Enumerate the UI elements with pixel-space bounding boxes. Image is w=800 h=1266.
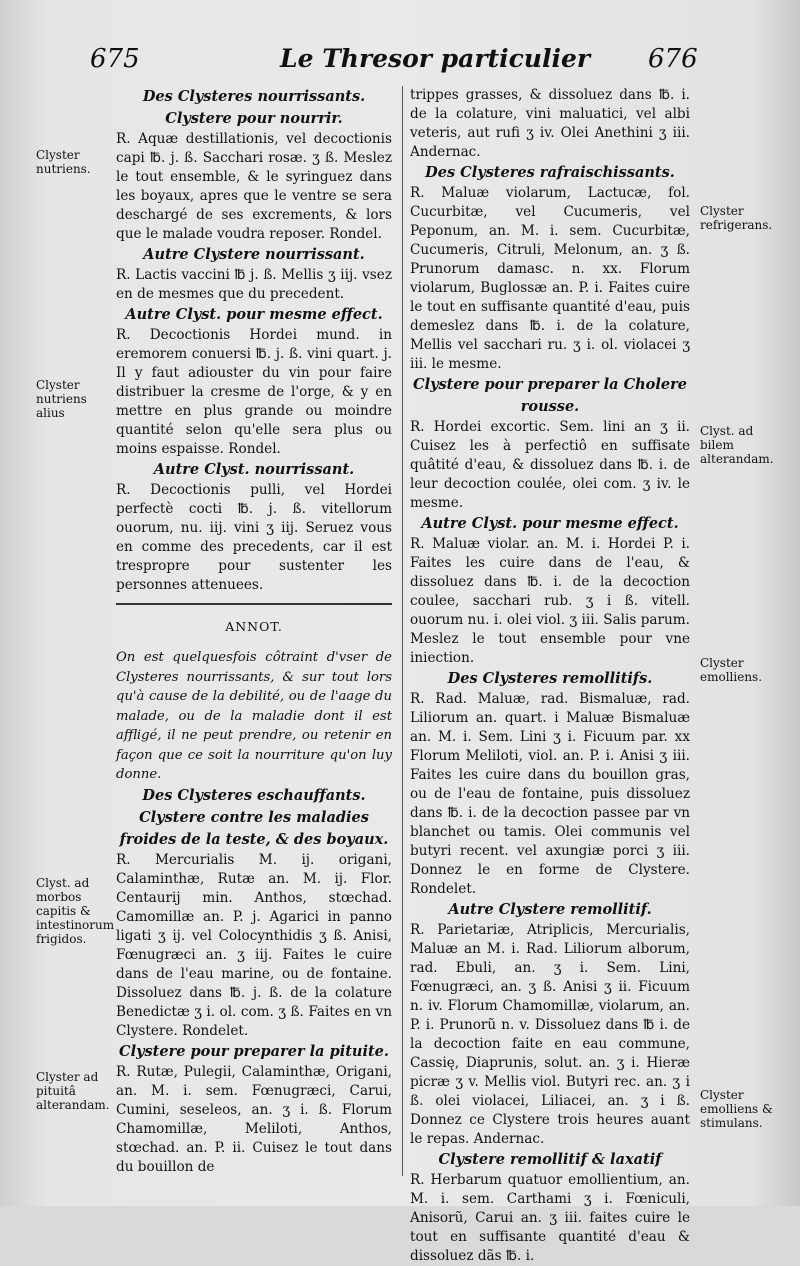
recipe-paragraph: R. Lactis vaccini ℔ j. ß. Mellis ʒ iij. vsez en de mesmes que du precedent. — [116, 267, 392, 302]
recipe-paragraph: R. Maluæ violar. an. M. i. Hordei P. i. Faites les cuire dans de l'eau, & dissoluez dans ℔. i. de la decoction coulee, sacchari rub. ʒ i ß. vitell. ouorum nu. i. olei viol. ʒ iii. Salis parum. Meslez le tout ensemble pour vne iniection. — [410, 536, 690, 666]
margin-note: Clyster ad pituitâ alterandam. — [36, 1070, 110, 1112]
margin-note: Clyst. ad morbos capitis & intestinorum frigidos. — [36, 876, 115, 946]
section-heading: Autre Clystere nourrissant. — [143, 246, 365, 263]
margin-note: Clyster emolliens & stimulans. — [700, 1088, 773, 1130]
right-column — [410, 86, 690, 1266]
section-heading: Clystere pour preparer la Cholere rousse. — [413, 376, 687, 415]
section-heading: Clystere remollitif & laxatif — [438, 1151, 662, 1168]
recipe-paragraph: R. Herbarum quatuor emollientium, an. M. i. sem. Carthami ʒ i. Fœniculi, Anisorũ, Carui an. ʒ iii. faites cuire le tout en suffisante quantité d'eau & dissoluez dãs ℔. i. — [410, 1172, 690, 1264]
section-heading: Des Clysteres remollitifs. — [447, 670, 653, 687]
section-heading: Clystere pour preparer la pituite. — [119, 1042, 389, 1060]
margin-note: Clyster refrigerans. — [700, 204, 773, 232]
annotation-label: ANNOT. — [225, 618, 283, 634]
page-header — [0, 44, 800, 84]
recipe-paragraph: R. Mercurialis M. ij. origani, Calaminthæ, Rutæ an. M. ij. Flor. Centaurij min. Anthos, stœchad. Camomillæ an. P. j. Agarici in panno ligati ʒ ij. vel Colocynthidis ʒ ß. Anisi, Fœnugræci an. ʒ iij. Faites le cuire dans de l'eau marine, ou de fontaine. Dissoluez dans ℔. j. ß. de la colature Benedictæ ʒ i. ol. com. ʒ ß. Faites en vn Clystere. Rondelet. — [116, 851, 392, 1039]
recipe-paragraph: R. Maluæ violarum, Lactucæ, fol. Cucurbitæ, vel Cucumeris, vel Peponum, an. M. i. sem. Cucurbitæ, Cucumeris, Citruli, Melonum, an. ʒ ß. Prunorum damasc. n. xx. Florum violarum, Buglossæ an. P. i. Faites cuire le tout en suffisante quantité d'eau, puis demeslez dans ℔. i. de la colature, Mellis vel sacchari ru. ʒ i. ol. violacei ʒ iii. le mesme. — [410, 185, 690, 372]
margin-note: Clyster nutriens. — [36, 148, 91, 176]
annotation-text: On est quelquesfois côtraint d'vser de Clysteres nourrissants, & sur tout lors qu'à cause de la debilité, ou de l'aage du malade, ou de la maladie dont il est affligé, il ne peut prendre, ou retenir en façon que ce soit la nourriture qu'on luy donne. — [116, 650, 392, 782]
section-heading: Des Clysteres rafraischissants. — [425, 164, 675, 181]
section-heading: Autre Clyst. pour mesme effect. — [125, 306, 383, 323]
recipe-paragraph: R. Parietariæ, Atriplicis, Mercurialis, Maluæ an M. i. Rad. Liliorum alborum, rad. Ebuli, an. ʒ i. Sem. Lini, Fœnugræci, an. ʒ ß. Anisi ʒ ii. Ficuum n. iv. Florum Chamomillæ, violarum, an. P. i. Prunorũ n. v. Dissoluez dans ℔ i. de la decoction faite en eau commune, Cassię, Diaprunis, solut. an. ʒ i. Hieræ picræ ʒ v. Mellis viol. Butyri rec. an. ʒ i ß. olei violacei, Liliacei, an. ʒ i ß. Donnez ce Clystere trois heures auant le repas. Andernac. — [410, 922, 690, 1147]
column-divider — [402, 86, 403, 1176]
section-heading: Clystere contre les maladies froides de la teste, & des boyaux. — [119, 808, 389, 848]
recipe-paragraph: R. Rutæ, Pulegii, Calaminthæ, Origani, an. M. i. sem. Fœnugræci, Carui, Cumini, seseleos, an. ʒ i. ß. Florum Chamomillæ, Meliloti, Anthos, stœchad. an. P. ii. Cuisez le tout dans du bouillon de — [116, 1063, 392, 1175]
page-number-right: 676 — [648, 44, 698, 74]
section-heading: Des Clysteres nourrissants. — [142, 88, 366, 105]
recipe-paragraph: R. Hordei excortic. Sem. lini an ʒ ii. Cuisez les à perfectiô en suffisate quâtité d'eau, & dissoluez dans ℔. i. de leur decoction coulée, olei com. ʒ iv. le mesme. — [410, 419, 690, 511]
recipe-paragraph: R. Decoctionis Hordei mund. in eremorem conuersi ℔. j. ß. vini quart. j. Il y faut adiouster du vin pour faire distribuer la cresme de l'orge, & y en mettre en plus grande ou moindre quantité selon qu'elle sera plus ou moins espaisse. Rondel. — [116, 327, 392, 457]
section-rule — [116, 603, 392, 605]
section-heading: Autre Clystere remollitif. — [448, 901, 652, 918]
margin-note: Clyst. ad bilem alterandam. — [700, 424, 774, 466]
recipe-paragraph: R. Decoctionis pulli, vel Hordei perfectè cocti ℔. j. ß. vitellorum ouorum, nu. iij. vini ʒ iij. Seruez vous en comme des precedents, car il est trespropre pour sustenter les personnes attenuees. — [116, 482, 392, 593]
recipe-paragraph: R. Rad. Maluæ, rad. Bismaluæ, rad. Liliorum an. quart. i Maluæ Bismaluæ an. M. i. Sem. Lini ʒ i. Ficuum par. xx Florum Meliloti, viol. an. P. i. Anisi ʒ iii. Faites les cuire dans du bouillon gras, ou de l'eau de fontaine, puis dissoluez dans ℔. i. de la decoction passee par vn blanchet ou tamis. Olei communis vel butyri recent. vel axungiæ porci ʒ iii. Donnez le en forme de Clystere. Rondelet. — [410, 691, 690, 897]
recipe-paragraph: R. Aquæ destillationis, vel decoctionis capi ℔. j. ß. Sacchari rosæ. ʒ ß. Meslez le tout ensemble, & le syringuez dans les boyaux, apres que le ventre se sera deschargé de ses excrements, & lors que le malade voudra reposer. Rondel. — [116, 131, 392, 242]
running-title: Le Thresor particulier — [280, 44, 591, 73]
page-number-left: 675 — [90, 44, 140, 74]
margin-note: Clyster nutriens alius — [36, 378, 87, 420]
left-column — [116, 86, 392, 1177]
section-heading: Autre Clyst. nourrissant. — [153, 461, 355, 478]
section-heading: Autre Clyst. pour mesme effect. — [421, 515, 679, 532]
section-heading: Clystere pour nourrir. — [165, 110, 343, 127]
section-heading: Des Clysteres eschauffants. — [142, 786, 366, 804]
margin-note: Clyster emolliens. — [700, 656, 763, 684]
recipe-paragraph: trippes grasses, & dissoluez dans ℔. i. de la colature, vini maluatici, vel albi veteris, aut rufi ʒ iv. Olei Anethini ʒ iii. Andernac. — [410, 87, 690, 160]
